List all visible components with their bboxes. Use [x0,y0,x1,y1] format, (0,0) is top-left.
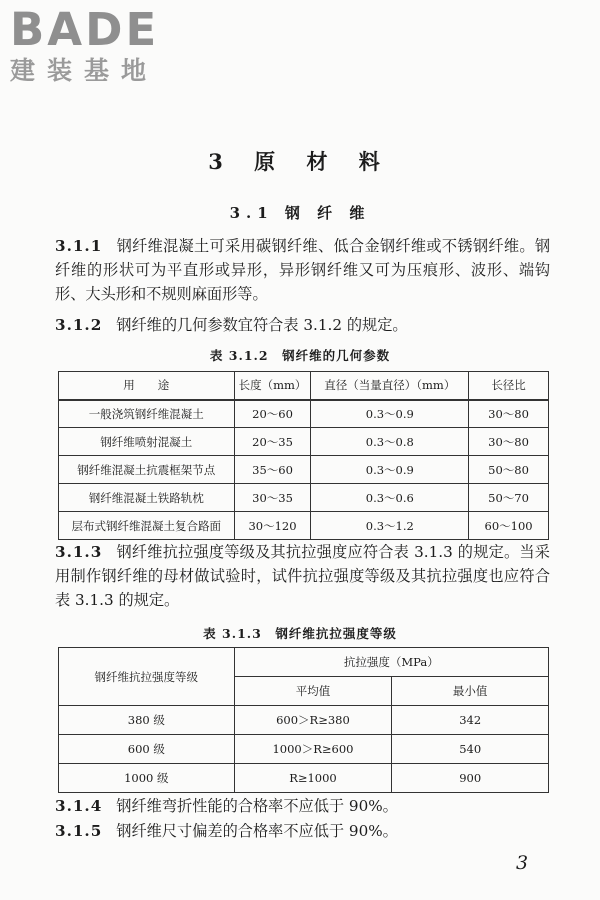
cell-minimum: 900 [392,764,549,793]
clause-3-1-2 [55,313,550,337]
cell-aspect-ratio: 50～70 [469,484,549,512]
table-row [59,706,549,735]
logo [10,3,160,86]
table-3-1-2-caption: 表 3.1.2 钢纤维的几何参数 [209,348,391,363]
cell-diameter: 0.3～0.6 [311,484,469,512]
cell-length: 35～60 [234,456,311,484]
cell-length: 20～60 [234,400,311,428]
table-header-row [59,648,549,677]
cell-grade: 1000 级 [59,764,235,793]
section-title: 3.1 钢 纤 维 [229,204,371,222]
page-number: 3 [516,852,529,874]
cell-usage: 钢纤维混凝土抗震框架节点 [59,456,235,484]
table-row [59,484,549,512]
cell-aspect-ratio: 60～100 [469,512,549,540]
clause-number: 3.1.5 [55,822,103,840]
cell-average: 1000＞R≥600 [234,735,392,764]
cell-length: 30～120 [234,512,311,540]
table-header-row [59,372,549,400]
header-diameter: 直径（当量直径）（mm） [311,372,469,400]
clause-number: 3.1.4 [55,797,103,815]
clause-text: 钢纤维尺寸偏差的合格率不应低于 90%。 [116,822,398,840]
clause-3-1-4 [55,794,550,818]
cell-grade: 380 级 [59,706,235,735]
clause-text: 钢纤维混凝土可采用碳钢纤维、低合金钢纤维或不锈钢纤维。钢纤维的形状可为平直形或异形，异形钢纤维又可为压痕形、波形、端钩形、大头形和不规则麻面形等。 [55,237,550,303]
header-minimum: 最小值 [392,677,549,706]
clause-number: 3.1.3 [55,543,103,561]
cell-usage: 钢纤维混凝土铁路轨枕 [59,484,235,512]
cell-minimum: 540 [392,735,549,764]
header-usage: 用 途 [59,372,235,400]
header-grade: 钢纤维抗拉强度等级 [59,648,235,706]
clause-number: 3.1.1 [55,237,103,255]
table-row [59,735,549,764]
header-average: 平均值 [234,677,392,706]
cell-grade: 600 级 [59,735,235,764]
cell-usage: 钢纤维喷射混凝土 [59,428,235,456]
clause-3-1-5 [55,819,550,843]
cell-aspect-ratio: 30～80 [469,400,549,428]
table-3-1-3-caption: 表 3.1.3 钢纤维抗拉强度等级 [203,626,397,641]
header-aspect-ratio: 长径比 [469,372,549,400]
cell-average: R≥1000 [234,764,392,793]
cell-average: 600＞R≥380 [234,706,392,735]
cell-length: 30～35 [234,484,311,512]
logo-brand: BADE [10,3,160,56]
cell-usage: 一般浇筑钢纤维混凝土 [59,400,235,428]
clause-number: 3.1.2 [55,316,103,334]
table-row [59,456,549,484]
cell-aspect-ratio: 30～80 [469,428,549,456]
table-row [59,428,549,456]
table-row [59,764,549,793]
strength-table [58,647,549,793]
clause-3-1-3 [55,540,550,612]
cell-length: 20～35 [234,428,311,456]
table-row [59,400,549,428]
cell-minimum: 342 [392,706,549,735]
geometry-table [58,371,549,540]
cell-usage: 层布式钢纤维混凝土复合路面 [59,512,235,540]
cell-diameter: 0.3～1.2 [311,512,469,540]
clause-text: 钢纤维弯折性能的合格率不应低于 90%。 [116,797,398,815]
cell-diameter: 0.3～0.8 [311,428,469,456]
table-row [59,512,549,540]
cell-diameter: 0.3～0.9 [311,456,469,484]
logo-subtitle: 建装基地 [10,56,159,85]
header-strength: 抗拉强度（MPa） [234,648,548,677]
clause-text: 钢纤维抗拉强度等级及其抗拉强度应符合表 3.1.3 的规定。当采用制作钢纤维的母材做试验时，试件抗拉强度等级及其抗拉强度也应符合表 3.1.3 的规定。 [55,543,550,609]
clause-3-1-1 [55,234,550,306]
chapter-title: 3 原 材 料 [208,149,392,174]
cell-aspect-ratio: 50～80 [469,456,549,484]
header-length: 长度（mm） [234,372,311,400]
clause-text: 钢纤维的几何参数宜符合表 3.1.2 的规定。 [116,316,408,334]
cell-diameter: 0.3～0.9 [311,400,469,428]
